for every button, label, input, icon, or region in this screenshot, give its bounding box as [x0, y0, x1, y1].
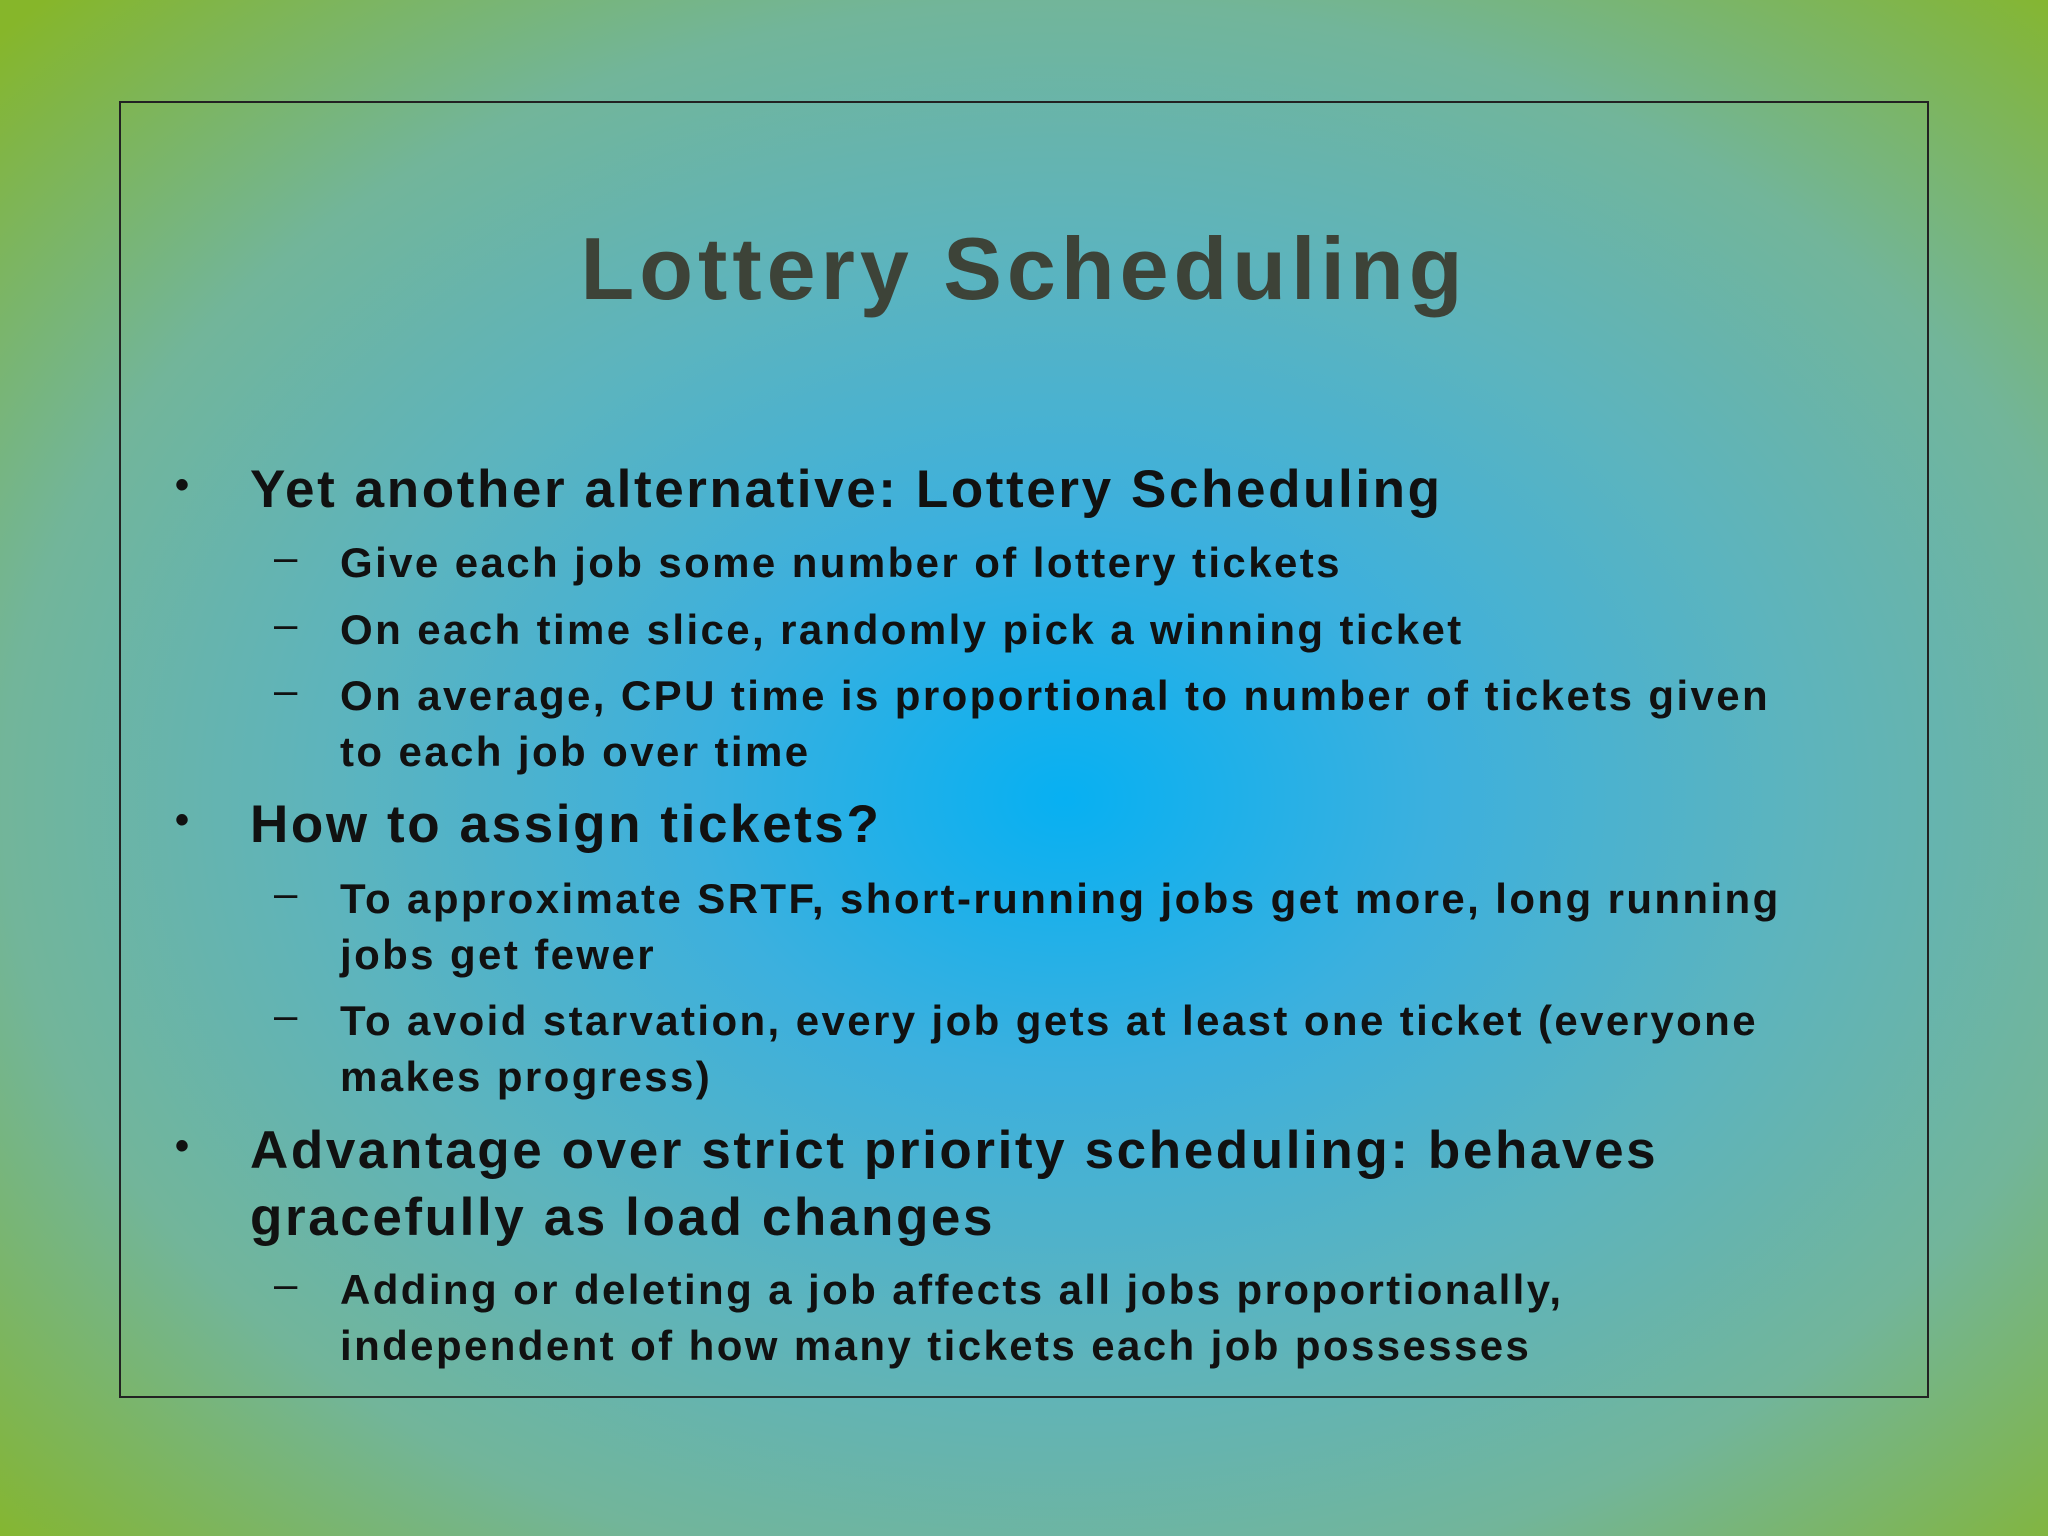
bullet-item	[175, 456, 1790, 523]
sub-bullet-text: Give each job some number of lottery tickets	[340, 539, 1342, 586]
bullet-text: Advantage over strict priority scheduling: behaves gracefully as load changes	[250, 1121, 1659, 1247]
bullet-dot-icon: •	[175, 798, 190, 842]
sub-bullet-text: To avoid starvation, every job gets at least one ticket (everyone makes progress)	[340, 997, 1758, 1100]
sub-bullet-item	[274, 666, 1790, 780]
bullet-dot-icon: •	[175, 1124, 190, 1168]
sub-bullet-item	[274, 869, 1790, 983]
sub-bullet-item	[274, 533, 1790, 591]
sub-bullet-text: On average, CPU time is proportional to number of tickets given to each job over time	[340, 672, 1771, 775]
bullet-text: Yet another alternative: Lottery Scheduling	[250, 460, 1443, 519]
dash-icon: –	[274, 991, 298, 1038]
bullet-dot-icon: •	[175, 463, 190, 507]
sub-bullet-item	[274, 1260, 1790, 1374]
sub-bullet-text: On each time slice, randomly pick a winning ticket	[340, 606, 1464, 653]
sub-bullet-item	[274, 600, 1790, 658]
sub-bullet-text: Adding or deleting a job affects all jobs proportionally, independent of how many tickets each job possesses	[340, 1266, 1564, 1369]
bullet-text: How to assign tickets?	[250, 795, 882, 854]
bullet-item	[175, 791, 1790, 858]
dash-icon: –	[274, 1260, 298, 1307]
slide-title: Lottery Scheduling	[580, 219, 1468, 318]
bullet-item	[175, 1117, 1790, 1251]
dash-icon: –	[274, 869, 298, 916]
dash-icon: –	[274, 666, 298, 713]
dash-icon: –	[274, 600, 298, 647]
sub-bullet-item	[274, 991, 1790, 1105]
sub-bullet-text: To approximate SRTF, short-running jobs get more, long running jobs get fewer	[340, 875, 1781, 978]
dash-icon: –	[274, 533, 298, 580]
